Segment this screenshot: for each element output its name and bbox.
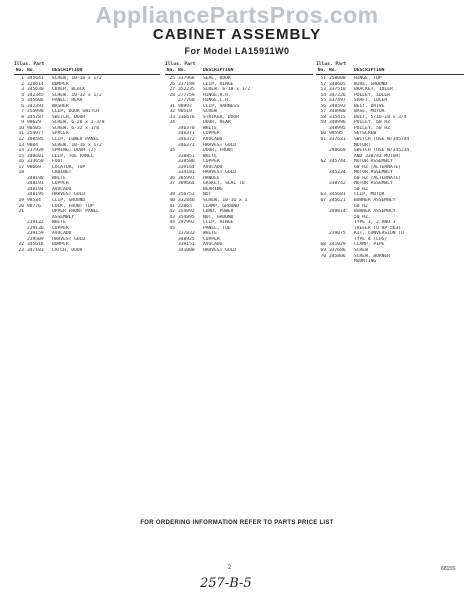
part-description: COPPER <box>203 236 220 242</box>
part-description: SWITCH (USE W/345234 <box>354 148 410 154</box>
part-description: HINGE, TOP <box>354 76 382 81</box>
part-description: TYPE 4 (LPG) <box>354 236 388 242</box>
part-description: MOUNTING <box>354 259 377 265</box>
part-description: SPRING, DOOR (2) <box>52 148 97 154</box>
part-description: BELT, DRIVE <box>354 103 385 109</box>
illus-number: 61 <box>320 137 326 143</box>
part-number: 339151 <box>178 242 195 248</box>
parts-row <box>14 248 160 254</box>
part-description: FOOT <box>52 159 64 165</box>
illus-number: 39 <box>169 192 175 198</box>
illus-number: 67 <box>320 198 326 204</box>
part-description: 60 HZ <box>354 203 368 209</box>
part-number: 98669 <box>27 164 41 170</box>
part-description: HARVEST GOLD <box>203 247 237 253</box>
part-description: AVOCADO <box>52 231 72 237</box>
illus-number: 6 <box>21 103 24 109</box>
part-description: (REFER TO RP-563) <box>354 225 402 231</box>
part-description: MOTOR ASSEMBLY <box>354 181 393 187</box>
part-description: AVOCADO <box>52 186 72 192</box>
header-illus-no: No. <box>166 68 175 73</box>
illus-number <box>165 248 178 254</box>
illus-number: 40 <box>169 198 175 204</box>
part-description: CLIP, LOWER PANEL <box>52 137 100 143</box>
illus-number: 31 <box>169 103 175 109</box>
part-description: SCREW, 10-16 x 1/2 <box>52 76 102 81</box>
part-number: 347226 <box>329 92 346 98</box>
part-number: 239509 <box>27 236 44 242</box>
part-description: HARVEST GOLD <box>52 236 86 242</box>
illus-number: 43 <box>169 214 175 220</box>
parts-column-1 <box>14 62 160 254</box>
part-description: CLAMP, PIPE <box>354 242 385 248</box>
part-description: WASHER <box>52 103 69 109</box>
ordering-info-footer: FOR ORDERING INFORMATION REFER TO PARTS PRICE LIST <box>140 520 334 526</box>
part-description: CATCH, DOOR <box>52 247 83 253</box>
part-description: COPPER <box>203 159 220 165</box>
illus-number: 56 <box>320 103 326 109</box>
part-description: LOCK, FRONT TOP <box>52 203 94 209</box>
part-number: 333650 <box>27 159 44 165</box>
part-description: CLAMP, GROUND <box>203 203 239 209</box>
illus-number: 19 <box>18 198 24 204</box>
part-number: 348995 <box>329 125 346 131</box>
part-number: 385991 <box>178 175 195 181</box>
part-number: 337497 <box>329 98 346 104</box>
part-description: CABINET <box>52 170 72 176</box>
illus-number: 12 <box>18 137 24 143</box>
part-description: 50 HZ <box>354 186 368 192</box>
part-description: SCREW, 10-32 x 1/2 <box>52 92 102 98</box>
part-description: HINGE,R.H. <box>203 92 231 98</box>
parts-row <box>165 248 313 254</box>
part-description: WHITE <box>203 125 217 131</box>
illus-number <box>316 259 329 265</box>
part-number: 338851 <box>178 153 195 159</box>
part-number: 255998 <box>27 109 44 115</box>
part-description: WHITE <box>203 231 217 237</box>
part-description: CLIP, MOTOR <box>354 192 385 198</box>
part-number: 346373 <box>178 142 195 148</box>
illus-number: 27 <box>169 87 175 93</box>
part-description: COPPER <box>52 225 69 231</box>
part-number: 338742 <box>329 181 346 187</box>
part-description: LOCATOR, TOP <box>52 164 86 170</box>
column-header <box>14 68 160 75</box>
part-number: 388595 <box>27 137 44 143</box>
page-number: 2 <box>228 565 232 571</box>
part-number: 297992 <box>178 220 195 226</box>
part-description: BUMPER <box>52 81 69 87</box>
illus-number: 16 <box>18 159 24 165</box>
parts-row <box>316 259 464 265</box>
part-number: 345744 <box>329 159 346 165</box>
illus-number: 62 <box>320 159 326 165</box>
part-description: MOTOR ASSEMBLY <box>354 159 393 165</box>
part-description: DOOR, REAR <box>203 120 231 126</box>
column-header-top: Illus. Part <box>316 62 347 67</box>
part-description: CLIP, HINGE <box>203 220 234 226</box>
part-number: 341088 <box>178 247 195 253</box>
part-number: 341029 <box>329 242 346 248</box>
illus-number: 10 <box>18 125 24 131</box>
illus-number: 32 <box>169 109 175 115</box>
part-description: COPPER <box>52 181 69 187</box>
illus-number: 22 <box>18 242 24 248</box>
part-number: 332846 <box>178 198 195 204</box>
part-description: DOOR, FRONT <box>203 148 234 154</box>
part-number: 348996 <box>329 120 346 126</box>
illus-number: 44 <box>169 220 175 226</box>
parts-column-2 <box>165 62 313 254</box>
part-number: 348980 <box>329 109 346 115</box>
part-description: MOTOR) <box>354 142 371 148</box>
part-description: SCREW, BURNER <box>354 253 390 259</box>
part-description: WHITE <box>52 220 66 226</box>
part-number: 340601 <box>27 153 44 159</box>
part-number: 354892 <box>178 209 195 215</box>
illus-number: 58 <box>320 114 326 120</box>
part-description: AVOCADO <box>203 242 223 248</box>
part-number: 337686 <box>329 247 346 253</box>
part-number: 345630 <box>27 87 44 93</box>
illus-number: 41 <box>169 203 175 209</box>
illus-number: 68 <box>320 242 326 248</box>
illus-number: 34 <box>169 120 175 126</box>
part-number: 90505 <box>27 125 41 131</box>
header-part-no: No. <box>329 68 338 73</box>
part-number: 98629 <box>27 120 41 126</box>
illus-number: 69 <box>320 247 326 253</box>
part-number: 345606 <box>27 98 44 104</box>
part-number: 346372 <box>178 137 195 143</box>
column-header <box>316 68 464 75</box>
part-number: 239136 <box>27 225 44 231</box>
parts-column-3 <box>316 62 464 265</box>
part-number: 9804 <box>27 142 39 148</box>
part-description: WIRE, GROUND <box>354 81 388 87</box>
part-number: 345621 <box>329 198 346 204</box>
part-description: ASSEMBLY <box>52 214 75 220</box>
part-description: AVOCADO <box>203 164 223 170</box>
part-description: BUMPER <box>52 242 69 248</box>
illus-number: 21 <box>18 209 24 215</box>
part-description: PULLEY, 60 HZ <box>354 120 390 126</box>
illus-number: 59 <box>320 120 326 126</box>
illus-number: 4 <box>21 92 24 98</box>
illus-number: 51 <box>320 76 326 81</box>
part-number: 337189 <box>178 81 195 87</box>
illus-number: 53 <box>320 87 326 93</box>
handwritten-note: 257-B-5 <box>200 576 252 591</box>
part-number: 348194 <box>27 186 44 192</box>
part-description: BRACKET, IDLER <box>354 87 393 93</box>
part-number: 277760 <box>178 98 195 104</box>
illus-number: 55 <box>320 98 326 104</box>
illus-number: 45 <box>169 225 175 231</box>
part-number: 339164 <box>178 164 195 170</box>
part-description: NUT <box>203 192 212 198</box>
part-number: 389664 <box>178 181 195 187</box>
part-description: CLIP, TOE PANEL <box>52 153 94 159</box>
part-description: COVER, BLOCK <box>52 87 86 93</box>
column-header <box>165 68 313 75</box>
part-description: SCREW, 6-18 x 1/2 <box>203 87 251 93</box>
part-number: 336676 <box>178 114 195 120</box>
part-description: SCREW, 10-16 x 1 <box>203 198 248 204</box>
part-number: 349814 <box>329 209 346 215</box>
illus-number: 54 <box>320 92 326 98</box>
illus-number: 18 <box>18 170 24 176</box>
part-number: 98776 <box>27 203 41 209</box>
illus-number: 14 <box>18 148 24 154</box>
illus-number: 13 <box>18 142 24 148</box>
part-number: 277759 <box>178 92 195 98</box>
illus-number: 60 <box>320 131 326 137</box>
part-description: SWITCH, DOOR <box>52 114 86 120</box>
part-description: PANEL, REAR <box>52 98 83 104</box>
page-title: CABINET ASSEMBLY <box>152 26 322 43</box>
part-description: PANEL, TOE <box>203 225 231 231</box>
illus-number: 42 <box>169 209 175 215</box>
illus-number: 5 <box>21 98 24 104</box>
part-description: WHITE <box>203 153 217 159</box>
part-description: MOTOR ASSEMBLY <box>354 170 393 176</box>
part-description: CLIP, GROUND <box>52 198 86 204</box>
illus-number: 37 <box>169 181 175 187</box>
part-number: 98534 <box>27 198 41 204</box>
part-description: HARVEST GOLD <box>203 142 237 148</box>
part-number: 345234 <box>329 170 346 176</box>
part-number: 22865 <box>178 203 192 209</box>
illus-number: 23 <box>18 247 24 253</box>
part-description: WHITE <box>52 175 66 181</box>
part-number: 345681 <box>329 192 346 198</box>
part-number: 98997 <box>178 103 192 109</box>
part-description: CLIP, DOOR SWITCH <box>52 109 100 115</box>
part-number: 345616 <box>27 242 44 248</box>
part-description: CLIP, HINGE <box>203 81 234 87</box>
part-description: UPPER FRONT PANEL <box>52 209 100 215</box>
part-description: BEARING <box>203 186 223 192</box>
part-description: STRIKER, DOOR <box>203 114 239 120</box>
part-number: 254977 <box>27 131 44 137</box>
illus-number: 28 <box>169 92 175 98</box>
illus-number: 63 <box>320 192 326 198</box>
part-description: 60 HZ (ALTERNATE) <box>354 175 402 181</box>
part-description: SCREW, 6-20 x 1-3/8 <box>52 120 105 126</box>
part-description: BOLT, 5/16-18 x 3/4 <box>354 114 407 120</box>
part-number: 348195 <box>27 192 44 198</box>
part-description: BASE, MOTOR <box>354 109 385 115</box>
part-number: 338580 <box>178 159 195 165</box>
part-number: 258008 <box>329 76 346 81</box>
part-description: SEAL, DOOR <box>203 76 231 81</box>
part-number: 239132 <box>27 220 44 226</box>
illus-number: 8 <box>21 114 24 120</box>
part-number: 337510 <box>329 87 346 93</box>
part-number: 337631 <box>329 137 346 143</box>
part-number: 342393 <box>27 103 44 109</box>
column-header-top: Illus. Part <box>165 62 196 67</box>
illus-number: 3 <box>21 87 24 93</box>
part-number: 342345 <box>27 92 44 98</box>
part-number: 345287 <box>27 114 44 120</box>
part-description: COPPER <box>203 131 220 137</box>
illus-number: 36 <box>169 175 175 181</box>
part-description: AVOCADO <box>203 137 223 143</box>
part-number: 328614 <box>27 81 44 87</box>
part-description: HARVEST GOLD <box>52 192 86 198</box>
part-description: PULLEY, 50 HZ <box>354 125 390 131</box>
part-description: BURNER ASSEMBLY <box>354 209 396 215</box>
part-number <box>329 259 354 265</box>
part-number: 337966 <box>178 76 195 81</box>
illus-number: 33 <box>169 114 175 120</box>
part-description: HARVEST GOLD <box>203 170 237 176</box>
illus-number: 35 <box>169 148 175 154</box>
part-description: SWITCH (USE W/345744 <box>354 137 410 143</box>
watermark: AppliancePartsPros.com <box>95 2 379 28</box>
illus-number: 26 <box>169 81 175 87</box>
part-number: 334101 <box>178 170 195 176</box>
header-illus-no: No. <box>15 68 24 73</box>
part-description: KIT, CONVERSION TO <box>354 231 404 237</box>
illus-number: 52 <box>320 81 326 87</box>
part-number: 348925 <box>178 236 195 242</box>
part-number: 345641 <box>27 76 44 81</box>
illus-number: 25 <box>169 76 175 81</box>
part-description: HANDLE <box>203 175 220 181</box>
part-number: 90519 <box>178 109 192 115</box>
header-description: DESCRIPTION <box>203 68 234 73</box>
part-description: SETSCREW <box>354 131 377 137</box>
part-description: CORD, POWER <box>203 209 234 215</box>
header-part-no: No. <box>178 68 187 73</box>
part-number: 356753 <box>178 192 195 198</box>
illus-number: 7 <box>21 109 24 115</box>
illus-number: 17 <box>18 164 24 170</box>
part-description: HINGE,L.H. <box>203 98 231 104</box>
part-number: 340605 <box>329 81 346 87</box>
part-number: 239159 <box>27 231 44 237</box>
header-description: DESCRIPTION <box>354 68 385 73</box>
illus-number: 15 <box>18 153 24 159</box>
part-description: SCREW <box>354 247 368 253</box>
part-description: CLIP, HARNESS <box>203 103 239 109</box>
part-number: 335415 <box>329 114 346 120</box>
part-description: SCREW, 10-16 x 1/2 <box>52 142 102 148</box>
part-description: TYPE 1, 2 AND 3 <box>354 220 396 226</box>
part-number: 99595 <box>329 131 343 137</box>
part-number: 352235 <box>178 87 195 93</box>
part-description: BURNER ASSEMBLY <box>354 198 396 204</box>
part-description: PULLEY, IDLER <box>354 92 390 98</box>
part-number: 337833 <box>178 231 195 237</box>
part-description: SCREW, 6-32 x 1/8 <box>52 125 100 131</box>
part-number: 345806 <box>329 253 346 259</box>
page-subtitle: For Model LA15911W0 <box>184 46 290 56</box>
part-description: GASKET, SEAL TO <box>203 181 245 187</box>
part-number: 346371 <box>178 131 195 137</box>
illus-number: 9 <box>21 120 24 126</box>
part-number: 237939 <box>27 148 44 154</box>
part-description: SHAFT, IDLER <box>354 98 388 104</box>
part-number: 239075 <box>329 231 346 237</box>
document-code: 6815S <box>441 566 456 572</box>
part-description: 60 HZ (ALTERNATE) <box>354 164 402 170</box>
part-number: 340592 <box>329 103 346 109</box>
part-description: 50 HZ, <box>354 214 371 220</box>
header-description: DESCRIPTION <box>52 68 83 73</box>
part-number: 346370 <box>178 125 195 131</box>
illus-number: 57 <box>320 109 326 115</box>
header-illus-no: No. <box>317 68 326 73</box>
part-description: SCREW <box>203 109 217 115</box>
part-number: 348190 <box>27 175 44 181</box>
column-header-top: Illus. Part <box>14 62 45 67</box>
illus-number: 20 <box>18 203 24 209</box>
part-description: NUT, GROUND <box>203 214 234 220</box>
part-description: SPACER <box>52 131 69 137</box>
part-number: 347183 <box>27 247 44 253</box>
part-description: AND 338742 MOTOR) <box>354 153 402 159</box>
part-number: 348191 <box>27 181 44 187</box>
illus-number: 70 <box>320 253 326 259</box>
part-number: 298669 <box>329 148 346 154</box>
illus-number: 2 <box>21 81 24 87</box>
part-number: 354895 <box>178 214 195 220</box>
illus-number: 11 <box>18 131 24 137</box>
illus-number: 1 <box>21 76 24 81</box>
header-part-no: No. <box>27 68 36 73</box>
